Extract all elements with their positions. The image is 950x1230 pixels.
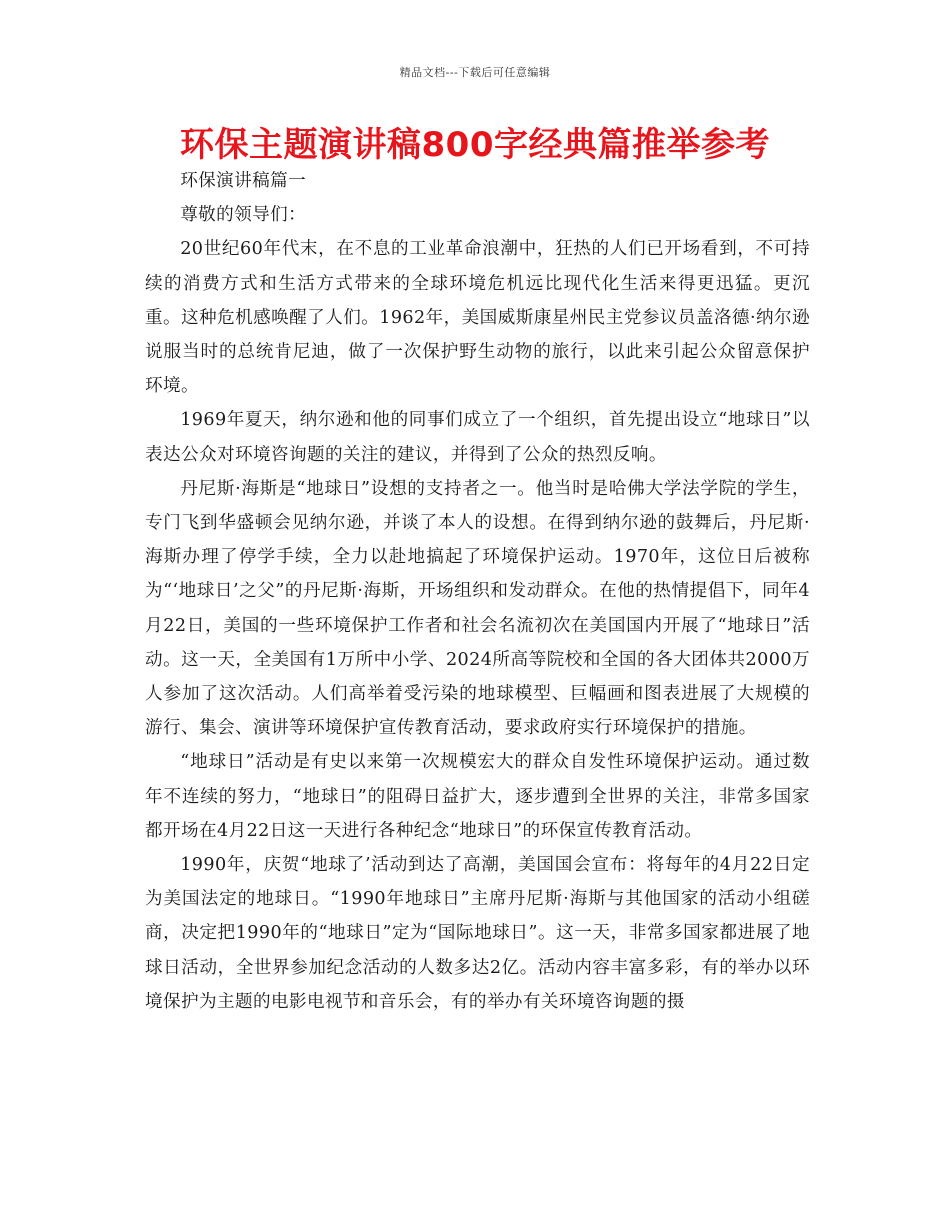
section-heading: 环保演讲稿篇一	[180, 171, 307, 191]
paragraph: 20世纪60年代末，在不息的工业革命浪潮中，狂热的人们已开场看到，不可持续的消费方式和生活方式带来的全球环境危机远比现代化生活来得更迅猛。更沉重。这种危机感唤醒了人们。1962年，美国威斯康星州民主党参议员盖洛德·纳尔逊说服当时的总统肯尼迪，做了一次保护野生动物的旅行，以此来引起公众留意保护环境。	[145, 239, 810, 397]
document-body	[145, 164, 810, 1019]
paragraph: “地球日”活动是有史以来第一次规模宏大的群众自发性环境保护运动。通过数年不连续的努力，“地球日”的阻碍日益扩大，逐步遭到全世界的关注，非常多国家都开场在4月22日这一天进行各种纪念“地球日”的环保宣传教育活动。	[145, 752, 810, 841]
header-note: 精品文档---下载后可任意编辑	[399, 66, 551, 79]
salutation: 尊敬的领导们：	[180, 205, 307, 226]
paragraph: 1969年夏天，纳尔逊和他的同事们成立了一个组织，首先提出设立“地球日”以表达公众对环境咨询题的关注的建议，并得到了公众的热烈反响。	[145, 410, 810, 465]
paragraph: 丹尼斯·海斯是“地球日”设想的支持者之一。他当时是哈佛大学法学院的学生，专门飞到华盛顿会见纳尔逊，并谈了本人的设想。在得到纳尔逊的鼓舞后，丹尼斯·海斯办理了停学手续，全力以赴地搞起了环境保护运动。1970年，这位日后被称为“‘地球日’之父”的丹尼斯·海斯，开场组织和发动群众。在他的热情提倡下，同年4月22日，美国的一些环境保护工作者和社会名流初次在美国国内开展了“地球日”活动。这一天，全美国有1万所中小学、2024所高等院校和全国的各大团体共2000万人参加了这次活动。人们高举着受污染的地球模型、巨幅画和图表进展了大规模的游行、集会、演讲等环境保护宣传教育活动，要求政府实行环境保护的措施。	[145, 478, 810, 739]
document-title: 环保主题演讲稿800字经典篇推举参考	[180, 125, 770, 165]
paragraph: 1990年，庆贺“地球了’活动到达了高潮，美国国会宣布：将每年的4月22日定为美国法定的地球日。“1990年地球日”主席丹尼斯·海斯与其他国家的活动小组磋商，决定把1990年的“地球日”定为“国际地球日”。这一天，非常多国家都进展了地球日活动，全世界参加纪念活动的人数多达2亿。活动内容丰富多彩，有的举办以环境保护为主题的电影电视节和音乐会，有的举办有关环境咨询题的摄	[145, 855, 810, 1012]
